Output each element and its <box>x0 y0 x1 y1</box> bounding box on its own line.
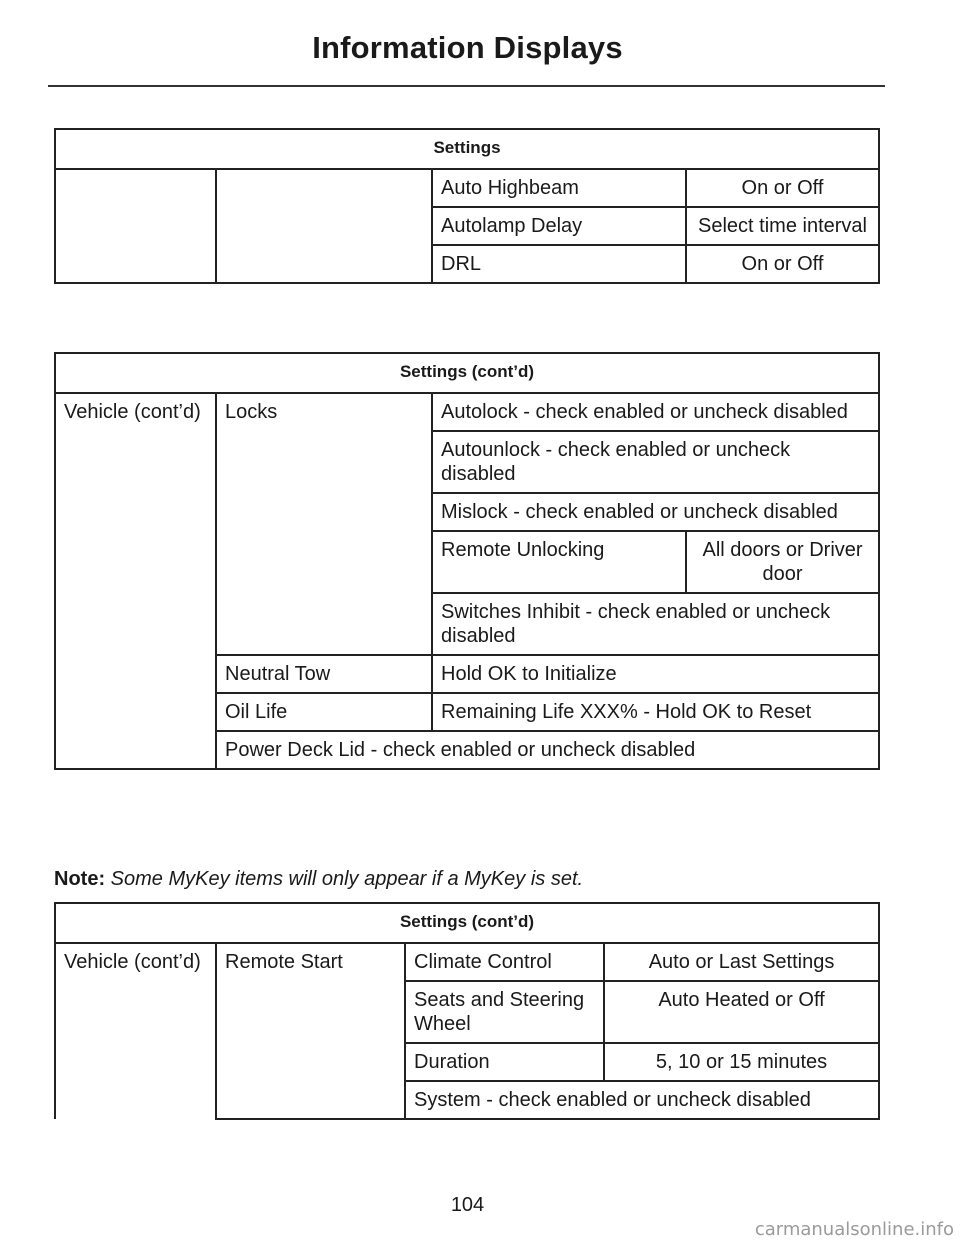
menu-cell: Oil Life <box>216 693 432 731</box>
settings-table-vehicle <box>54 352 880 770</box>
setting-value: On or Off <box>686 169 879 207</box>
setting-value: All doors or Driver door <box>686 531 879 593</box>
setting-name: Auto Highbeam <box>432 169 686 207</box>
setting-value: Select time interval <box>686 207 879 245</box>
setting-name: DRL <box>432 245 686 283</box>
setting-name: Seats and Steering Wheel <box>405 981 604 1043</box>
page-title: Information Displays <box>312 30 623 65</box>
setting-value: On or Off <box>686 245 879 283</box>
empty-menu-cell <box>216 169 432 283</box>
setting-name: Autounlock - check enabled or uncheck disabled <box>432 431 879 493</box>
setting-value: Auto Heated or Off <box>604 981 879 1043</box>
empty-category-cell <box>55 169 216 283</box>
menu-cell: Power Deck Lid - check enabled or uncheck disabled <box>216 731 879 769</box>
settings-table-lighting <box>54 128 880 284</box>
category-cell: Vehicle (cont’d) <box>55 943 216 1119</box>
setting-name: Climate Control <box>405 943 604 981</box>
setting-name: Autolock - check enabled or uncheck disabled <box>432 393 879 431</box>
category-cell: Vehicle (cont’d) <box>55 393 216 769</box>
setting-value: Hold OK to Initialize <box>432 655 879 693</box>
table-header: Settings <box>55 129 879 169</box>
table-header: Settings (cont’d) <box>55 353 879 393</box>
table-header: Settings (cont’d) <box>55 903 879 943</box>
setting-value: 5, 10 or 15 minutes <box>604 1043 879 1081</box>
table-header-row <box>55 353 879 393</box>
page-number: 104 <box>450 1194 485 1216</box>
menu-cell: Locks <box>216 393 432 655</box>
note-label: Note: <box>54 868 106 890</box>
setting-name: Remote Unlocking <box>432 531 686 593</box>
note <box>54 866 583 892</box>
table-header-row <box>55 129 879 169</box>
setting-value: Auto or Last Settings <box>604 943 879 981</box>
note-text: Some MyKey items will only appear if a MyKey is set. <box>110 868 584 890</box>
setting-value: Remaining Life XXX% - Hold OK to Reset <box>432 693 879 731</box>
watermark: carmanualsonline.info <box>754 1219 954 1240</box>
setting-name: Mislock - check enabled or uncheck disabled <box>432 493 879 531</box>
setting-name: Switches Inhibit - check enabled or uncheck disabled <box>432 593 879 655</box>
table-row <box>55 169 879 207</box>
settings-table-remote-start <box>54 902 880 1120</box>
title-divider <box>48 85 885 87</box>
table-row <box>55 393 879 431</box>
setting-name: Duration <box>405 1043 604 1081</box>
table-row <box>55 943 879 981</box>
menu-cell: Remote Start <box>216 943 405 1119</box>
setting-name: Autolamp Delay <box>432 207 686 245</box>
table-header-row <box>55 903 879 943</box>
setting-name: System - check enabled or uncheck disabled <box>405 1081 879 1119</box>
menu-cell: Neutral Tow <box>216 655 432 693</box>
